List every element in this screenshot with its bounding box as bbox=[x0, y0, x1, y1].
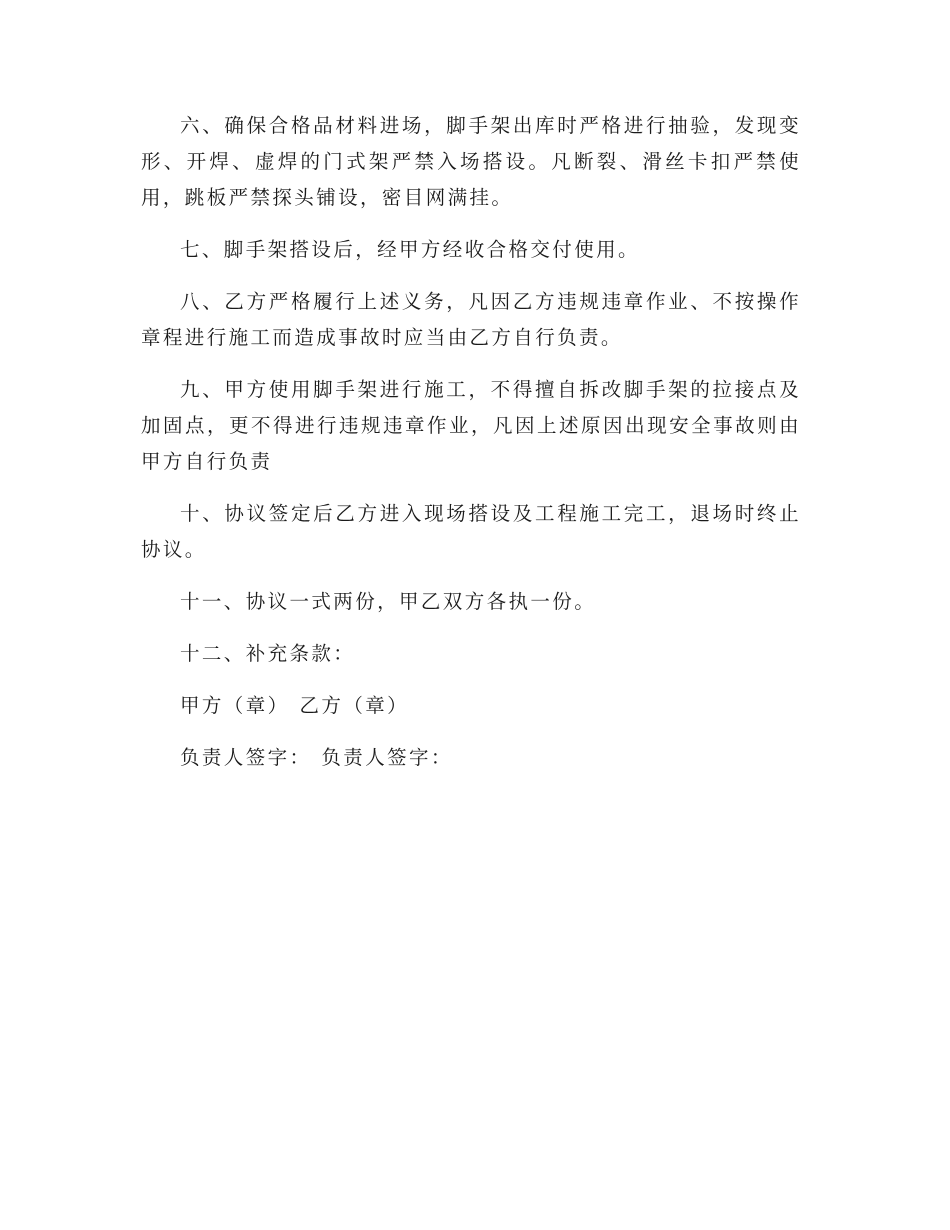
clause-7: 七、脚手架搭设后，经甲方经收合格交付使用。 bbox=[180, 238, 640, 261]
clause-6: 六、确保合格品材料进场，脚手架出库时严格进行抽验，发现变形、开焊、虚焊的门式架严禁入场搭设。凡断裂、滑丝卡扣严禁使用，跳板严禁探头铺设，密目网满挂。 bbox=[141, 114, 801, 209]
clause-8: 八、乙方严格履行上述义务，凡因乙方违规违章作业、不按操作章程进行施工而造成事故时应当由乙方自行负责。 bbox=[141, 290, 801, 349]
party-b-seal: 乙方（章） bbox=[299, 694, 410, 717]
party-a-seal: 甲方（章） bbox=[180, 694, 290, 717]
clause-10: 十、协议签定后乙方进入现场搭设及工程施工完工，退场时终止协议。 bbox=[141, 502, 801, 561]
signature-line bbox=[141, 740, 801, 776]
clause-12: 十二、补充条款： bbox=[180, 642, 356, 665]
party-a-signature-label: 负责人签字： bbox=[180, 746, 312, 769]
clause-11: 十一、协议一式两份，甲乙双方各执一份。 bbox=[180, 590, 597, 613]
document-body bbox=[141, 108, 801, 792]
clause-9: 九、甲方使用脚手架进行施工，不得擅自拆改脚手架的拉接点及加固点，更不得进行违规违章作业，凡因上述原因出现安全事故则由甲方自行负责 bbox=[141, 378, 801, 473]
seal-line bbox=[141, 688, 801, 724]
party-b-signature-label: 负责人签字： bbox=[321, 746, 453, 769]
